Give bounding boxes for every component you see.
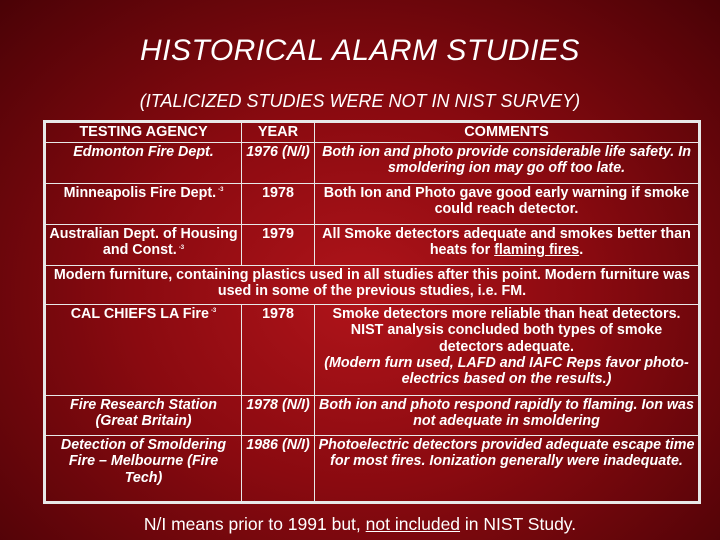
agency-text: Australian Dept. of Housing and Const. [49, 226, 238, 259]
table-row [46, 184, 699, 225]
year-cell: 1976 (N/I) [242, 143, 315, 184]
comments-text: Smoke detectors more reliable than heat detectors. NIST analysis concluded both types of smoke detectors adequate. [332, 306, 681, 355]
footer-end: in NIST Study. [460, 514, 577, 534]
footnote-mark: -3 [178, 244, 185, 251]
year-cell: 1978 [242, 184, 315, 225]
alarm-studies-table [43, 120, 701, 504]
agency-cell: Detection of Smoldering Fire – Melbourne (Fire Tech) [46, 436, 242, 502]
table-note-row [46, 266, 699, 305]
comments-end: . [579, 242, 584, 259]
footer-text: N/I means prior to 1991 but, [143, 514, 366, 534]
comments-text: All Smoke detectors adequate and smokes better than heats for [322, 226, 691, 259]
header-comments: COMMENTS [315, 123, 699, 143]
modern-furniture-note: Modern furniture, containing plastics used in all studies after this point. Modern furniture was used in some of the previous studies, i.e. FM. [46, 266, 699, 305]
year-cell: 1978 [242, 305, 315, 396]
agency-text: CAL CHIEFS LA Fire [70, 306, 209, 322]
year-cell: 1979 [242, 225, 315, 266]
header-year: YEAR [242, 123, 315, 143]
comments-underlined: flaming fires [494, 242, 580, 259]
comments-cell: Both Ion and Photo gave good early warning if smoke could reach detector. [315, 184, 699, 225]
comments-cell: Both ion and photo provide considerable life safety. In smoldering ion may go off too late. [315, 143, 699, 184]
footnote-mark: -3 [218, 187, 224, 194]
comments-italic-note: (Modern furn used, LAFD and IAFC Reps favor photo-electrics based on the results.) [324, 354, 689, 388]
table-row [46, 305, 699, 396]
comments-cell [315, 225, 699, 266]
table-header-row [46, 123, 699, 143]
comments-cell: Photoelectric detectors provided adequate escape time for most fires. Ionization generally were inadequate. [315, 436, 699, 502]
agency-cell [46, 184, 242, 225]
agency-cell [46, 305, 242, 396]
comments-cell [315, 305, 699, 396]
year-cell: 1986 (N/I) [242, 436, 315, 502]
table-row [46, 396, 699, 436]
slide-title: HISTORICAL ALARM STUDIES [140, 34, 580, 67]
header-testing-agency: TESTING AGENCY [46, 123, 242, 143]
year-cell: 1978 (N/I) [242, 396, 315, 436]
slide-subtitle: (ITALICIZED STUDIES WERE NOT IN NIST SURVEY) [139, 91, 581, 111]
comments-cell: Both ion and photo respond rapidly to flaming. Ion was not adequate in smoldering [315, 396, 699, 436]
footnote-mark: -3 [210, 308, 217, 315]
agency-cell: Fire Research Station (Great Britain) [46, 396, 242, 436]
table-row [46, 436, 699, 502]
agency-text: Minneapolis Fire Dept. [63, 185, 217, 201]
agency-cell: Edmonton Fire Dept. [46, 143, 242, 184]
agency-cell [46, 225, 242, 266]
footer-note [0, 514, 720, 535]
footer-underlined: not included [365, 514, 461, 534]
table-row [46, 225, 699, 266]
table-row [46, 143, 699, 184]
